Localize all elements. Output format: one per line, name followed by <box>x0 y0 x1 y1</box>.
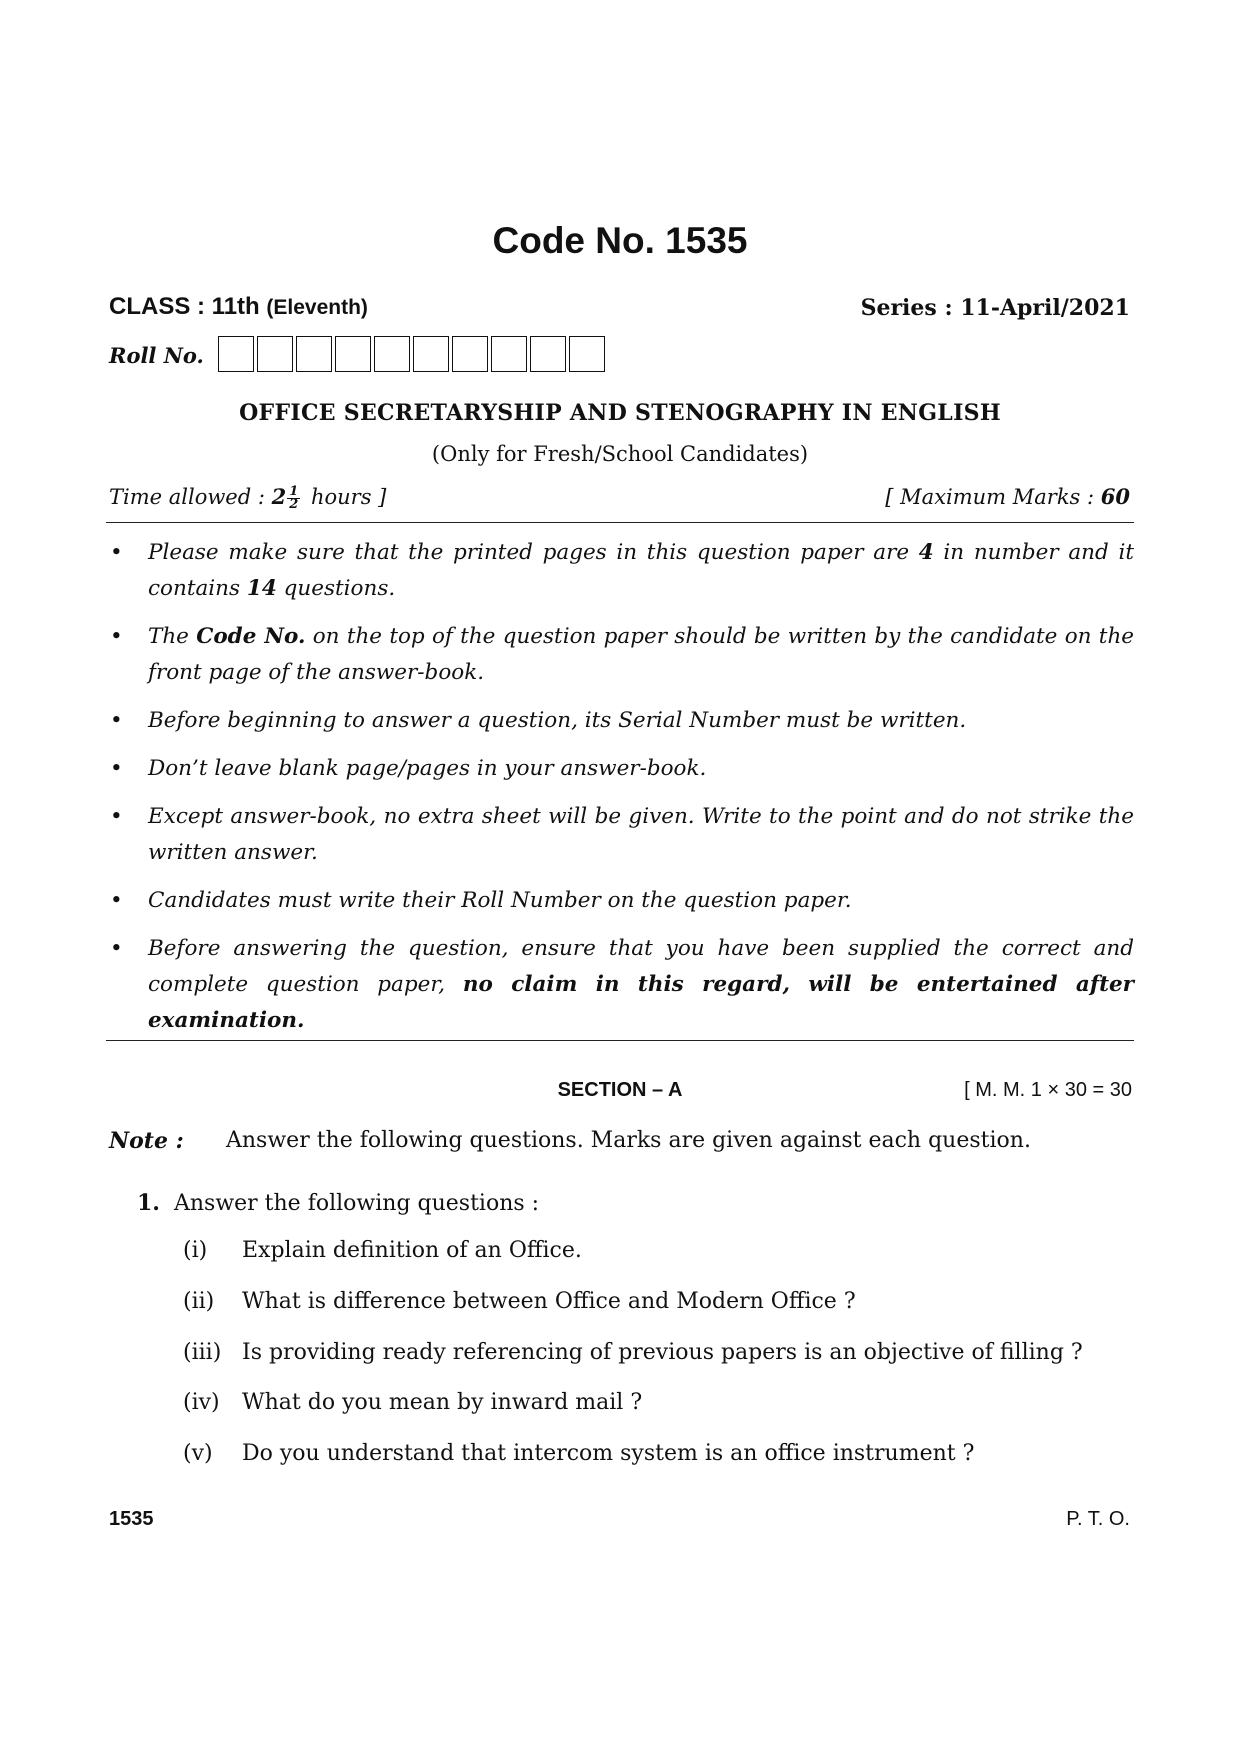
candidate-note: (Only for Fresh/School Candidates) <box>431 442 809 466</box>
part-number: (ii) <box>183 1289 215 1314</box>
bullet-icon: • <box>110 888 123 913</box>
maximum-marks <box>885 484 1130 509</box>
divider-top <box>106 522 1134 523</box>
roll-digit-box <box>257 336 293 372</box>
time-allowed <box>109 484 386 511</box>
bullet-icon: • <box>110 936 123 961</box>
part-number: (v) <box>183 1441 213 1466</box>
instruction-item: • Before beginning to answer a question, its Serial Number must be written. <box>108 703 1134 739</box>
roll-digit-box <box>413 336 449 372</box>
part-number: (iii) <box>183 1340 222 1365</box>
time-prefix: Time allowed : <box>109 485 272 509</box>
note-label: Note : <box>109 1128 184 1154</box>
instructions-list <box>108 535 1134 1051</box>
part-text: What is difference between Office and Modern Office ? <box>242 1289 856 1314</box>
question-text: Answer the following questions : <box>173 1191 540 1216</box>
class-detail: (Eleventh) <box>266 296 368 319</box>
instruction-item: • Except answer-book, no extra sheet will be given. Write to the point and do not strike the written answer. <box>108 799 1134 871</box>
instruction-item: • Candidates must write their Roll Number on the question paper. <box>108 883 1134 919</box>
roll-digit-box <box>530 336 566 372</box>
time-whole: 2 <box>271 484 287 509</box>
part-text: What do you mean by inward mail ? <box>242 1390 643 1415</box>
instruction-item: • Please make sure that the printed pages in this question paper are 4 in number and it contains 14 questions. <box>108 535 1134 607</box>
instruction-item: • The Code No. on the top of the question paper should be written by the candidate on the front page of the answer-book. <box>108 619 1134 691</box>
roll-digit-box <box>218 336 254 372</box>
note-text: Answer the following questions. Marks are given against each question. <box>226 1128 1031 1153</box>
section-marks: [ M. M. 1 × 30 = 30 <box>964 1079 1132 1101</box>
time-fraction <box>287 486 300 511</box>
roll-digit-box <box>569 336 605 372</box>
roll-digit-box <box>491 336 527 372</box>
marks-prefix: [ Maximum Marks : <box>885 485 1101 509</box>
part-number: (iv) <box>183 1390 220 1415</box>
class-value: CLASS : 11th <box>109 293 260 320</box>
part-text: Do you understand that intercom system is an office instrument ? <box>242 1441 975 1466</box>
time-suffix: hours ] <box>310 485 387 509</box>
roll-digit-box <box>296 336 332 372</box>
roll-number-boxes <box>218 336 608 372</box>
section-title: SECTION – A <box>557 1079 683 1101</box>
bullet-icon: • <box>110 708 123 733</box>
bullet-icon: • <box>110 624 123 649</box>
part-text: Explain definition of an Office. <box>242 1238 582 1263</box>
bullet-icon: • <box>110 756 123 781</box>
bullet-icon: • <box>110 804 123 829</box>
series-label: Series : 11-April/2021 <box>860 295 1130 321</box>
instruction-item: • Don’t leave blank page/pages in your answer-book. <box>108 751 1134 787</box>
bullet-icon: • <box>110 540 123 565</box>
roll-digit-box <box>452 336 488 372</box>
roll-number-label: Roll No. <box>109 343 204 368</box>
instruction-item: • Before answering the question, ensure that you have been supplied the correct and complete question paper, no claim in this regard, will be entertained after examination. <box>108 931 1134 1039</box>
question-1 <box>137 1190 539 1216</box>
part-text: Is providing ready referencing of previous papers is an objective of filling ? <box>242 1340 1083 1365</box>
page-turn-over: P. T. O. <box>1066 1508 1130 1530</box>
time-fraction-denominator: 2 <box>289 497 299 512</box>
footer-code: 1535 <box>109 1508 154 1530</box>
subject-title: OFFICE SECRETARYSHIP AND STENOGRAPHY IN ENGLISH <box>239 400 1001 426</box>
marks-value: 60 <box>1100 484 1130 509</box>
question-number: 1. <box>137 1190 160 1216</box>
time-fraction-numerator: 1 <box>289 484 299 499</box>
part-number: (i) <box>183 1238 208 1263</box>
roll-digit-box <box>374 336 410 372</box>
divider-bottom <box>106 1040 1134 1041</box>
roll-digit-box <box>335 336 371 372</box>
class-label <box>109 293 368 321</box>
code-number-title: Code No. 1535 <box>492 220 748 261</box>
